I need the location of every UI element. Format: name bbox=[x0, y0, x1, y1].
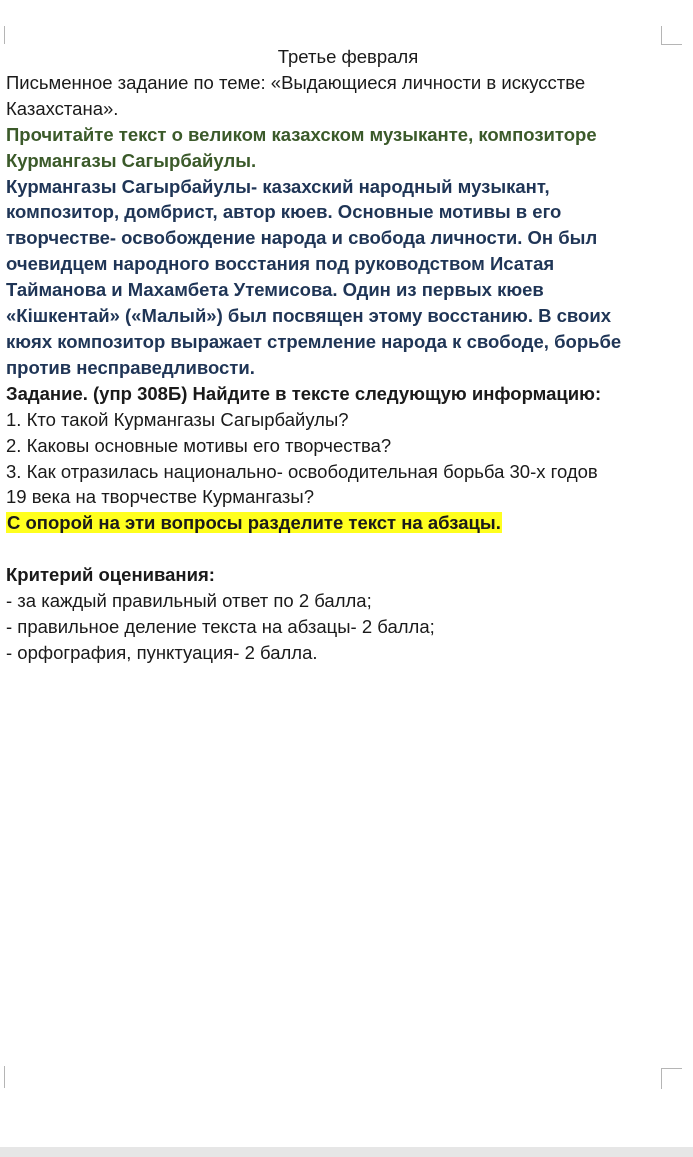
blank-line bbox=[6, 536, 690, 562]
main-text-line: Курмангазы Сагырбайулы- казахский народный музыкант, bbox=[6, 175, 550, 197]
criteria-heading: Критерий оценивания: bbox=[6, 564, 215, 586]
assignment-intro bbox=[6, 70, 690, 122]
main-text-line: творчестве- освобождение народа и свобода личности. Он был bbox=[6, 227, 598, 249]
main-text-line: Тайманова и Махамбета Утемисова. Один из первых кюев bbox=[6, 279, 544, 301]
margin-corner-mark-top-right bbox=[661, 26, 682, 45]
question-item: 19 века на творчестве Курмангазы? bbox=[6, 486, 314, 508]
task-heading: Задание. (упр 308Б) Найдите в тексте следующую информацию: bbox=[6, 382, 602, 404]
question-item: 2. Каковы основные мотивы его творчества? bbox=[6, 434, 392, 456]
main-text bbox=[6, 174, 690, 381]
main-text-line: композитор, домбрист, автор кюев. Основные мотивы в его bbox=[6, 201, 562, 223]
main-text-line: очевидцем народного восстания под руководством Исатая bbox=[6, 253, 555, 275]
main-text-line: кюях композитор выражает стремление народа к свободе, борьбе bbox=[6, 330, 622, 352]
criteria-item: - орфография, пунктуация- 2 балла. bbox=[6, 641, 318, 663]
criteria-item: - правильное деление текста на абзацы- 2 балла; bbox=[6, 615, 435, 637]
question-item: 3. Как отразилась национально- освободительная борьба 30-х годов bbox=[6, 460, 598, 482]
margin-corner-mark-bottom-left bbox=[4, 1066, 5, 1088]
date-title: Третье февраля bbox=[277, 46, 419, 67]
margin-corner-mark-top-left bbox=[4, 26, 5, 44]
highlighted-instruction-row bbox=[6, 510, 690, 536]
reading-instruction-line: Прочитайте текст о великом казахском музыканте, композиторе bbox=[6, 123, 597, 145]
main-text-line: «Кішкентай» («Малый») был посвящен этому восстанию. В своих bbox=[6, 305, 612, 327]
document-body bbox=[6, 44, 690, 666]
margin-corner-mark-bottom-right bbox=[661, 1068, 682, 1089]
question-list bbox=[6, 407, 690, 511]
assignment-intro-line: Письменное задание по теме: «Выдающиеся личности в искусстве bbox=[6, 71, 586, 93]
reading-instruction bbox=[6, 122, 690, 174]
question-item: 1. Кто такой Курмангазы Сагырбайулы? bbox=[6, 408, 349, 430]
reading-instruction-line: Курмангазы Сагырбайулы. bbox=[6, 149, 257, 171]
highlighted-instruction: С опорой на эти вопросы разделите текст на абзацы. bbox=[7, 512, 501, 534]
criteria-list bbox=[6, 588, 690, 666]
assignment-intro-line: Казахстана». bbox=[6, 97, 119, 119]
criteria-item: - за каждый правильный ответ по 2 балла; bbox=[6, 590, 372, 612]
main-text-line: против несправедливости. bbox=[6, 356, 255, 378]
